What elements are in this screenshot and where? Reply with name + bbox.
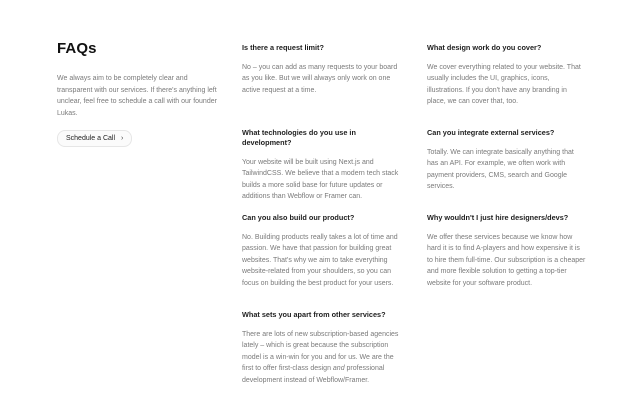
faq-answer: No – you can add as many requests to your board as you like. But we will always only work on one active request at a time. bbox=[242, 64, 398, 94]
schedule-call-label: Schedule a Call bbox=[66, 135, 116, 142]
faq-item bbox=[427, 213, 587, 289]
faq-item bbox=[427, 128, 587, 193]
faq-question: What sets you apart from other services? bbox=[242, 310, 386, 319]
faq-question: Can you integrate external services? bbox=[427, 128, 555, 137]
chevron-right-icon: › bbox=[121, 135, 124, 142]
intro-description: We always aim to be completely clear and transparent with our services. If there's anything left unclear, feel free to schedule a call with our founder Lukas. bbox=[57, 75, 217, 117]
faq-answer: We cover everything related to your website. That usually includes the UI, graphics, icons, illustrations. If you don't have any branding in place, we can cover that, too. bbox=[427, 64, 581, 106]
faq-answer-part: professional development instead of Webflow/Framer. bbox=[242, 365, 385, 384]
faq-answer: Totally. We can integrate basically anything that has an API. For example, we often work with payment providers, CMS, search and Google services. bbox=[427, 149, 574, 191]
schedule-call-button[interactable] bbox=[57, 130, 132, 147]
faq-question: What technologies do you use in development? bbox=[242, 128, 356, 147]
faq-item bbox=[242, 310, 402, 386]
faq-question: Can you also build our product? bbox=[242, 213, 355, 222]
faq-item bbox=[242, 43, 402, 96]
faq-question: What design work do you cover? bbox=[427, 43, 542, 52]
page-title: FAQs bbox=[57, 40, 97, 57]
faq-intro bbox=[57, 40, 217, 142]
faq-item bbox=[242, 213, 402, 289]
faq-answer bbox=[242, 329, 402, 386]
faq-answer: No. Building products really takes a lot of time and passion. We have that passion for building great websites. That's why we aim to take everything website-related from your shoulders, so you can focus on building the best product for your users. bbox=[242, 234, 398, 287]
faq-answer-emphasis: and bbox=[332, 365, 345, 373]
faq-answer: Your website will be built using Next.js and TailwindCSS. We believe that a modern tech stack builds a more solid base for future updates or additions than Webflow or Framer can. bbox=[242, 159, 399, 201]
faq-question: Is there a request limit? bbox=[242, 43, 324, 52]
faq-item bbox=[242, 128, 402, 203]
faq-item bbox=[427, 43, 587, 108]
faq-question: Why wouldn't I just hire designers/devs? bbox=[427, 213, 569, 222]
faq-answer: We offer these services because we know how hard it is to find A-players and how expensive it is to hire them full-time. Our subscription is a cheaper and more flexible solution to getting a top-tier website for your software product. bbox=[427, 234, 586, 287]
faq-answer-part: There are lots of new subscription-based agencies lately – which is great because the subscription model is a win-win for you and for us. We are the first to offer first-class design bbox=[242, 331, 399, 373]
